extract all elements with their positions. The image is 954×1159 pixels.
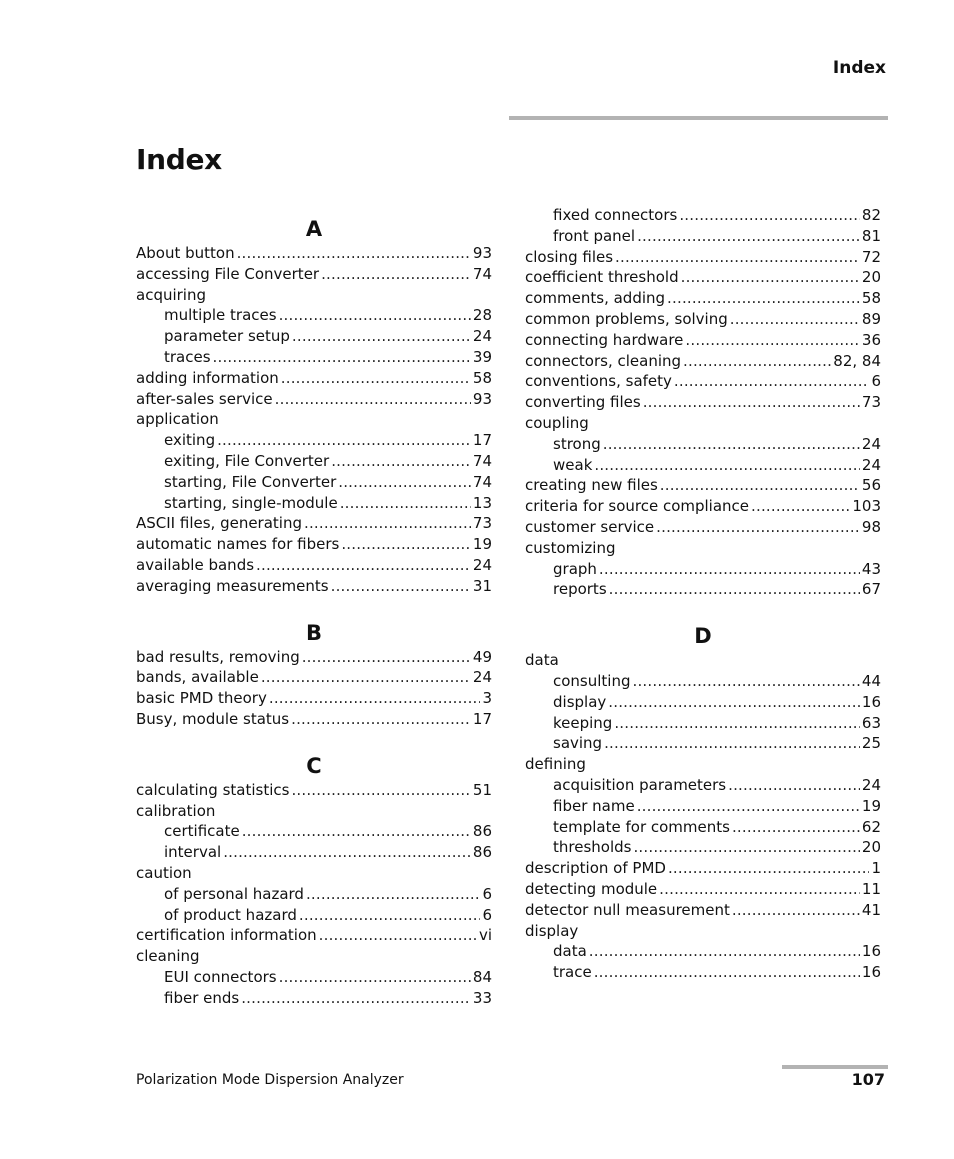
entry-term: bands, available: [136, 668, 259, 687]
entry-term: defining: [525, 755, 586, 774]
entry-term: About button: [136, 244, 235, 262]
dot-leader: [681, 267, 860, 288]
entry-page-ref: 81: [861, 226, 881, 245]
index-subentry: [525, 671, 881, 692]
entry-term: consulting: [553, 671, 631, 690]
entry-term: cleaning: [136, 947, 200, 966]
dot-leader: [237, 243, 471, 264]
entry-page-ref: 25: [861, 734, 881, 753]
entry-page-ref: 58: [861, 289, 881, 308]
index-subentry: [525, 796, 881, 817]
entry-term: strong: [553, 434, 601, 453]
index-entry: [136, 709, 492, 730]
index-entry: [136, 389, 492, 410]
dot-leader: [279, 967, 471, 988]
entry-term: coefficient threshold: [525, 268, 679, 287]
entry-page-ref: 93: [472, 244, 492, 262]
entry-page-ref: 24: [861, 455, 881, 474]
page-title: Index: [136, 143, 222, 176]
entry-page-ref: 74: [472, 264, 492, 283]
entry-page-ref: 74: [472, 472, 492, 491]
dot-leader: [683, 351, 831, 372]
index-subentry: [136, 884, 492, 905]
entry-term: calculating statistics: [136, 780, 290, 799]
index-entry: [525, 538, 881, 559]
dot-leader: [674, 371, 870, 392]
entry-term: detecting module: [525, 879, 658, 898]
entry-term: available bands: [136, 555, 255, 574]
index-subentry: [136, 347, 492, 368]
dot-leader: [604, 733, 860, 754]
entry-term: exiting: [164, 431, 216, 450]
entry-page-ref: 58: [472, 368, 492, 387]
entry-page-ref: 24: [472, 555, 492, 574]
index-subentry: [525, 941, 881, 962]
entry-page-ref: 6: [482, 884, 492, 903]
entry-page-ref: 13: [472, 493, 492, 512]
dot-leader: [730, 309, 860, 330]
dot-leader: [291, 780, 470, 801]
entry-term: certification information: [136, 926, 317, 945]
dot-leader: [608, 692, 860, 713]
index-entry: [136, 946, 492, 967]
index-column-left: [136, 215, 492, 1031]
dot-leader: [637, 796, 860, 817]
dot-leader: [685, 330, 859, 351]
index-subentry: [136, 988, 492, 1009]
index-entry: [525, 371, 881, 392]
dot-leader: [279, 305, 471, 326]
dot-leader: [637, 226, 860, 247]
entry-page-ref: 86: [472, 822, 492, 841]
index-subentry: [136, 821, 492, 842]
dot-leader: [660, 475, 860, 496]
entry-page-ref: 73: [472, 514, 492, 533]
entry-page-ref: 41: [861, 900, 881, 919]
index-subentry: [136, 842, 492, 863]
dot-leader: [668, 858, 870, 879]
index-subentry: [525, 837, 881, 858]
index-subentry: [525, 579, 881, 600]
dot-leader: [728, 775, 860, 796]
entry-term: front panel: [553, 226, 636, 245]
entry-page-ref: 98: [861, 517, 881, 536]
entry-page-ref: 1: [871, 859, 881, 878]
entry-term: starting, single-module: [164, 493, 338, 512]
entry-term: reports: [553, 580, 607, 599]
header-rule: [509, 116, 888, 120]
dot-leader: [217, 430, 471, 451]
entry-term: customizing: [525, 538, 616, 557]
entry-term: adding information: [136, 368, 279, 387]
index-subentry: [136, 305, 492, 326]
entry-page-ref: 51: [472, 780, 492, 799]
dot-leader: [331, 451, 471, 472]
dot-leader: [261, 667, 471, 688]
entry-term: fiber name: [553, 796, 635, 815]
entry-term: closing files: [525, 247, 614, 266]
entry-term: parameter setup: [164, 327, 290, 346]
dot-leader: [633, 837, 859, 858]
entry-term: automatic names for fibers: [136, 535, 340, 554]
entry-term: acquisition parameters: [553, 775, 727, 794]
dot-leader: [609, 579, 860, 600]
index-section: [136, 619, 492, 730]
entry-page-ref: 16: [861, 942, 881, 961]
index-entry: [525, 517, 881, 538]
entry-page-ref: 56: [861, 476, 881, 495]
entry-page-ref: 84: [472, 967, 492, 986]
index-subentry: [136, 326, 492, 347]
entry-term: connectors, cleaning: [525, 351, 682, 370]
index-entry: [136, 513, 492, 534]
index-entry: [136, 534, 492, 555]
entry-term: data: [525, 651, 559, 670]
entry-term: after-sales service: [136, 389, 273, 408]
index-column-right: [525, 205, 881, 1005]
entry-term: display: [553, 692, 607, 711]
footer-page-number: 107: [851, 1070, 885, 1089]
entry-page-ref: 16: [861, 692, 881, 711]
entry-term: ASCII files, generating: [136, 514, 302, 533]
dot-leader: [242, 821, 471, 842]
dot-leader: [256, 555, 471, 576]
dot-leader: [659, 879, 860, 900]
entry-page-ref: 49: [472, 647, 492, 666]
dot-leader: [281, 368, 471, 389]
entry-page-ref: 16: [861, 963, 881, 982]
index-entry: [136, 925, 492, 946]
dot-leader: [594, 962, 860, 983]
index-entry: [525, 309, 881, 330]
index-subentry: [136, 451, 492, 472]
dot-leader: [732, 817, 860, 838]
index-entry: [525, 900, 881, 921]
index-entry: [136, 409, 492, 430]
index-entry: [136, 555, 492, 576]
index-subentry: [525, 775, 881, 796]
entry-page-ref: 24: [861, 434, 881, 453]
index-subentry: [525, 692, 881, 713]
dot-leader: [319, 925, 477, 946]
dot-leader: [633, 671, 860, 692]
entry-term: starting, File Converter: [164, 472, 337, 491]
entry-term: of personal hazard: [164, 884, 304, 903]
section-letter: A: [305, 217, 323, 241]
index-subentry: [525, 226, 881, 247]
index-entry: [136, 285, 492, 306]
index-subentry: [525, 733, 881, 754]
entry-page-ref: 73: [861, 393, 881, 412]
index-entry: [136, 688, 492, 709]
entry-term: connecting hardware: [525, 330, 684, 349]
dot-leader: [241, 988, 471, 1009]
dot-leader: [341, 534, 471, 555]
entry-term: converting files: [525, 393, 641, 412]
index-entry: [525, 267, 881, 288]
index-entry: [136, 264, 492, 285]
entry-page-ref: 19: [472, 535, 492, 554]
entry-term: graph: [553, 559, 597, 578]
index-subentry: [525, 205, 881, 226]
dot-leader: [732, 900, 860, 921]
index-subentry: [525, 713, 881, 734]
index-entry: [525, 879, 881, 900]
index-section: [136, 215, 492, 597]
entry-page-ref: 6: [871, 372, 881, 391]
entry-term: thresholds: [553, 838, 632, 857]
dot-leader: [643, 392, 860, 413]
index-entry: [525, 650, 881, 671]
entry-page-ref: 39: [472, 347, 492, 366]
dot-leader: [615, 247, 860, 268]
dot-leader: [594, 455, 860, 476]
index-subentry: [136, 493, 492, 514]
dot-leader: [340, 493, 471, 514]
entry-term: fixed connectors: [553, 206, 678, 224]
entry-page-ref: 72: [861, 247, 881, 266]
entry-page-ref: 103: [852, 497, 881, 516]
entry-term: traces: [164, 347, 211, 366]
entry-term: comments, adding: [525, 289, 666, 308]
entry-page-ref: 24: [472, 668, 492, 687]
entry-term: creating new files: [525, 476, 658, 495]
index-section: [525, 205, 881, 600]
entry-page-ref: 93: [472, 389, 492, 408]
entry-page-ref: 17: [472, 431, 492, 450]
entry-term: customer service: [525, 517, 655, 536]
index-entry: [136, 801, 492, 822]
entry-term: trace: [553, 963, 592, 982]
entry-page-ref: 82: [861, 206, 881, 224]
index-entry: [525, 330, 881, 351]
dot-leader: [679, 205, 860, 226]
section-letter: B: [305, 620, 322, 645]
entry-term: template for comments: [553, 817, 730, 836]
dot-leader: [306, 884, 480, 905]
dot-leader: [292, 326, 471, 347]
entry-term: caution: [136, 863, 192, 882]
entry-term: fiber ends: [164, 988, 240, 1007]
section-letter: D: [694, 624, 712, 649]
entry-term: coupling: [525, 413, 589, 432]
entry-page-ref: 24: [472, 327, 492, 346]
entry-page-ref: 62: [861, 817, 881, 836]
index-subentry: [525, 559, 881, 580]
index-subentry: [136, 905, 492, 926]
index-subentry: [525, 817, 881, 838]
entry-term: common problems, solving: [525, 309, 728, 328]
index-entry: [136, 667, 492, 688]
entry-term: acquiring: [136, 285, 206, 304]
footer-rule: [782, 1065, 888, 1069]
index-subentry: [525, 455, 881, 476]
dot-leader: [321, 264, 471, 285]
entry-page-ref: 82, 84: [833, 351, 881, 370]
index-entry: [525, 247, 881, 268]
index-entry: [136, 863, 492, 884]
dot-leader: [223, 842, 471, 863]
running-header: Index: [832, 58, 886, 78]
dot-leader: [275, 389, 471, 410]
dot-leader: [302, 647, 471, 668]
section-letter: C: [306, 753, 322, 778]
dot-leader: [213, 347, 471, 368]
entry-page-ref: 44: [861, 671, 881, 690]
index-entry: [525, 351, 881, 372]
index-entry: [136, 368, 492, 389]
entry-page-ref: 20: [861, 268, 881, 287]
footer-book-title: Polarization Mode Dispersion Analyzer: [136, 1072, 404, 1088]
entry-page-ref: 33: [472, 988, 492, 1007]
entry-page-ref: 11: [861, 879, 881, 898]
entry-page-ref: 6: [482, 905, 492, 924]
index-subentry: [136, 472, 492, 493]
entry-page-ref: 31: [472, 576, 492, 595]
entry-page-ref: 28: [472, 306, 492, 325]
entry-term: exiting, File Converter: [164, 451, 330, 470]
entry-page-ref: 89: [861, 309, 881, 328]
entry-term: display: [525, 921, 579, 940]
entry-term: application: [136, 410, 219, 429]
index-entry: [136, 243, 492, 264]
entry-term: Busy, module status: [136, 709, 290, 728]
entry-page-ref: 3: [482, 689, 492, 708]
entry-page-ref: vi: [478, 926, 492, 945]
dot-leader: [614, 713, 860, 734]
index-entry: [525, 921, 881, 942]
entry-term: calibration: [136, 801, 216, 820]
entry-term: saving: [553, 734, 603, 753]
entry-page-ref: 67: [861, 580, 881, 599]
dot-leader: [656, 517, 860, 538]
dot-leader: [751, 496, 850, 517]
index-subentry: [525, 962, 881, 983]
entry-page-ref: 74: [472, 451, 492, 470]
dot-leader: [599, 559, 860, 580]
entry-term: data: [553, 942, 587, 961]
index-entry: [525, 496, 881, 517]
dot-leader: [269, 688, 481, 709]
entry-page-ref: 20: [861, 838, 881, 857]
index-entry: [525, 413, 881, 434]
dot-leader: [291, 709, 471, 730]
entry-term: criteria for source compliance: [525, 497, 750, 516]
dot-leader: [304, 513, 471, 534]
entry-page-ref: 36: [861, 330, 881, 349]
dot-leader: [299, 905, 481, 926]
index-subentry: [136, 967, 492, 988]
entry-term: weak: [553, 455, 593, 474]
entry-term: keeping: [553, 713, 613, 732]
index-subentry: [136, 430, 492, 451]
index-entry: [136, 576, 492, 597]
entry-page-ref: 17: [472, 709, 492, 728]
dot-leader: [338, 472, 471, 493]
index-entry: [525, 858, 881, 879]
entry-term: EUI connectors: [164, 967, 277, 986]
index-entry: [525, 475, 881, 496]
index-entry: [525, 392, 881, 413]
dot-leader: [603, 434, 860, 455]
entry-page-ref: 43: [861, 559, 881, 578]
entry-term: accessing File Converter: [136, 264, 320, 283]
entry-page-ref: 86: [472, 843, 492, 862]
index-entry: [525, 288, 881, 309]
entry-term: description of PMD: [525, 859, 666, 878]
index-section: [136, 752, 492, 1009]
index-section: [525, 622, 881, 983]
index-entry: [136, 780, 492, 801]
entry-term: of product hazard: [164, 905, 297, 924]
entry-term: bad results, removing: [136, 647, 300, 666]
dot-leader: [667, 288, 860, 309]
dot-leader: [331, 576, 471, 597]
entry-page-ref: 19: [861, 796, 881, 815]
dot-leader: [589, 941, 860, 962]
entry-term: basic PMD theory: [136, 689, 267, 708]
index-entry: [136, 647, 492, 668]
entry-term: conventions, safety: [525, 372, 672, 391]
entry-term: averaging measurements: [136, 576, 329, 595]
entry-term: detector null measurement: [525, 900, 730, 919]
entry-term: interval: [164, 843, 222, 862]
entry-term: certificate: [164, 822, 240, 841]
index-subentry: [525, 434, 881, 455]
entry-page-ref: 24: [861, 775, 881, 794]
index-entry: [525, 754, 881, 775]
entry-page-ref: 63: [861, 713, 881, 732]
entry-term: multiple traces: [164, 306, 277, 325]
